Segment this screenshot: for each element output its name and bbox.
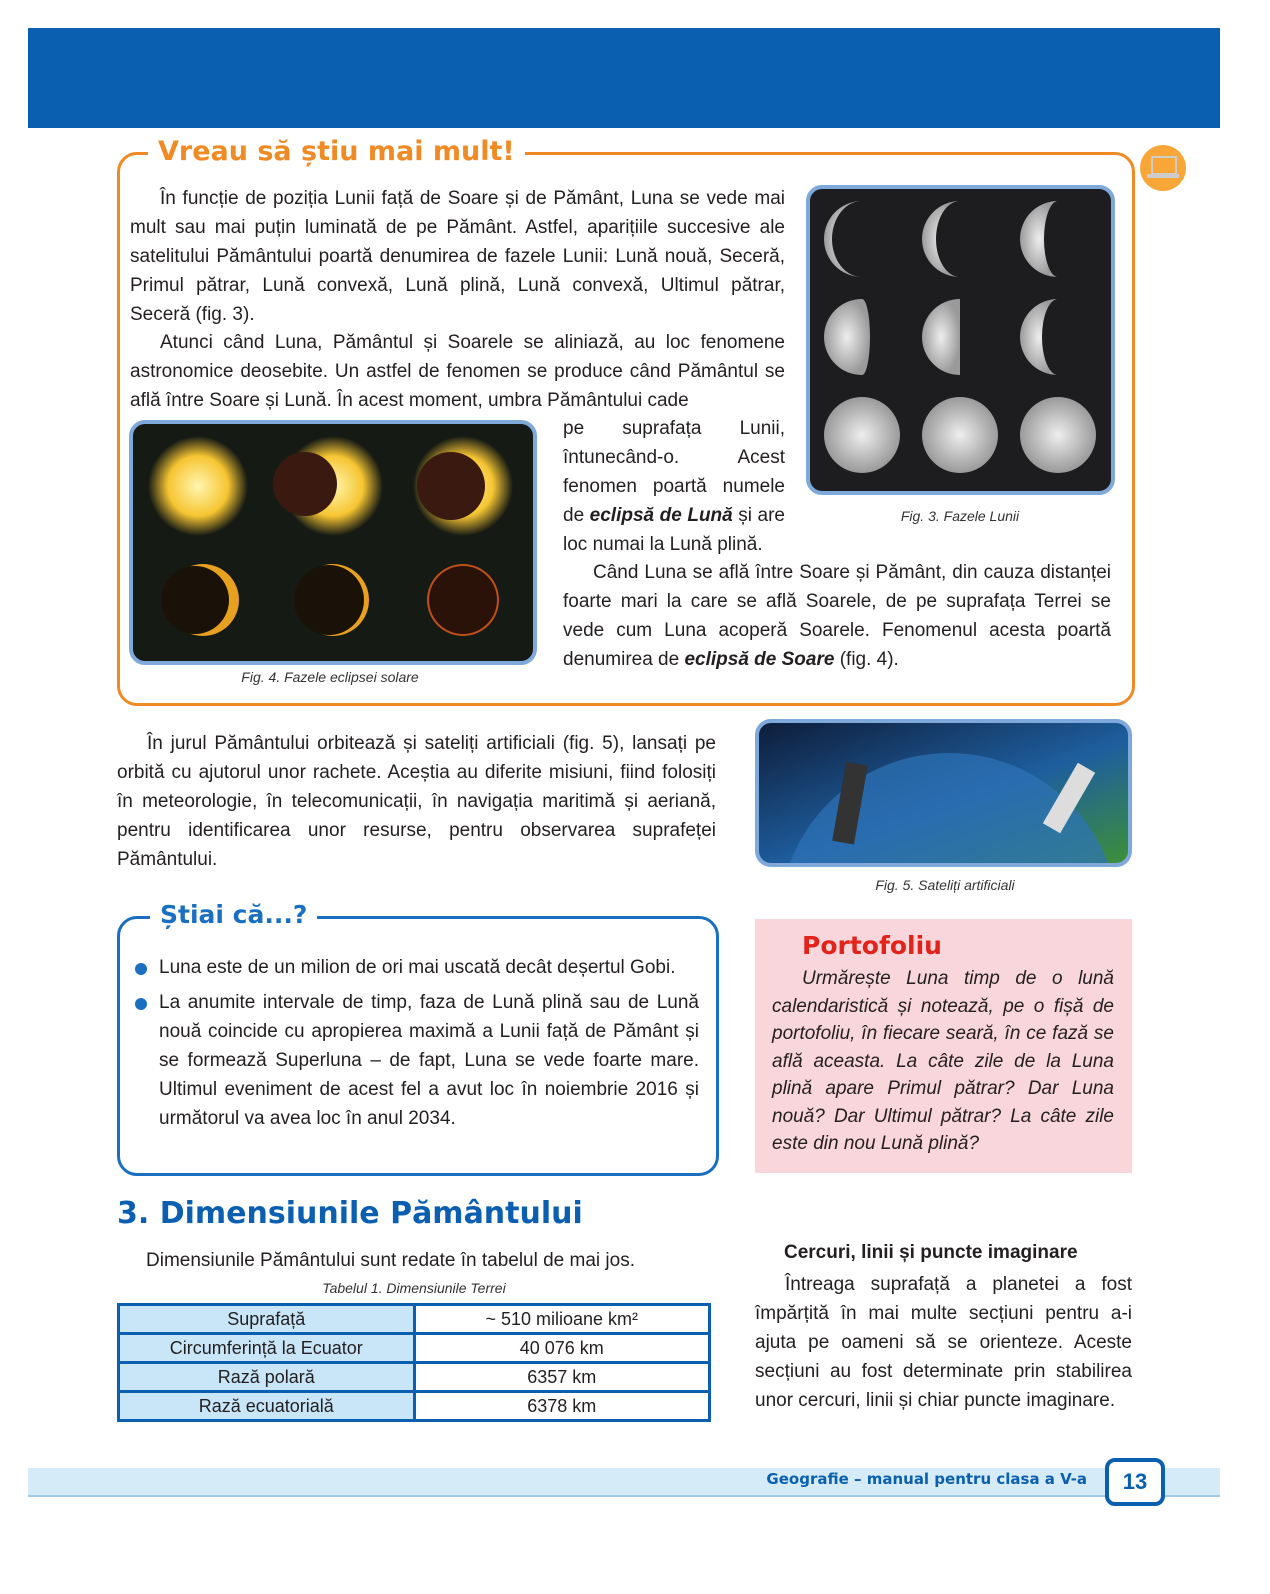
fig5-caption: Fig. 5. Sateliți artificiali (875, 877, 1015, 893)
table-caption: Tabelul 1. Dimensiunile Terrei (322, 1280, 506, 1296)
moon-phases-image (806, 185, 1115, 495)
earth-satellites-illustration (759, 723, 1128, 863)
moon-phases-illustration (810, 189, 1111, 491)
portfolio-title: Portofoliu (802, 931, 942, 960)
cell-label: Rază polară (119, 1363, 415, 1392)
paragraph-lunar-eclipse: pe suprafața Lunii, întunecând-o. Acest fenomen poartă numele de eclipsă de Lună și are loc numai la Lună plină. (563, 418, 785, 555)
header-band (28, 28, 1220, 128)
table-row (119, 1363, 710, 1392)
portfolio-text: Urmărește Luna timp de o lună calendaristică și notează, pe o fișă de portofoliu, în fiecare seară, în ce fază se află aceasta. La câte zile de la Luna plină apare Primul pătrar? Dar Luna nouă? Dar Ultimul pătrar? La câte zile este din nou Lună plină? (772, 968, 1114, 1154)
table-row (119, 1392, 710, 1421)
section-heading: 3. Dimensiunile Pământului (117, 1196, 583, 1231)
eclipse-illustration (133, 424, 533, 661)
paragraph-solar-eclipse: Când Luna se află între Soare și Pământ, din cauza distanței foarte mari la care se află Soarele, de pe suprafața Terrei se vede cum Luna acoperă Soarele. Fenomenul acesta poartă denumirea de eclipsă de Soare (fig. 4). (563, 562, 1111, 670)
satellites-image (755, 719, 1132, 867)
subsection-title: Cercuri, linii și puncte imaginare (784, 1242, 1078, 1263)
did-you-know-list (117, 953, 699, 1133)
portfolio-box (755, 919, 1132, 1173)
cell-label: Rază ecuatorială (119, 1392, 415, 1421)
cell-value: 40 076 km (414, 1334, 710, 1363)
info-box-title: Vreau să știu mai mult! (148, 136, 525, 167)
laptop-icon (1140, 145, 1186, 191)
fig3-caption: Fig. 3. Fazele Lunii (900, 508, 1020, 524)
cell-label: Circumferință la Ecuator (119, 1334, 415, 1363)
did-you-know-title: Știai că...? (150, 900, 317, 929)
solar-eclipse-image (129, 420, 537, 665)
list-item: La anumite intervale de timp, faza de Lună plină sau de Lună nouă coincide cu apropierea maximă a Lunii față de Pământ și se formează Superluna – de fapt, Luna se vede foarte mare. Ultimul eveniment de acest fel a avut loc în noiembrie 2016 și următorul va avea loc în anul 2034. (117, 988, 699, 1133)
table-row (119, 1305, 710, 1334)
paragraph-satellites: În jurul Pământului orbitează și sateliți artificiali (fig. 5), lansați pe orbită cu ajutorul unor rachete. Aceștia au diferite misiuni, fiind folosiți în meteorologie, în telecomunicații, în navigația maritimă și aeriană, pentru identificarea unor resurse, pentru observarea suprafeței Pământului. (117, 733, 716, 870)
list-item: Luna este de un milion de ori mai uscată decât deșertul Gobi. (117, 953, 699, 982)
paragraph-moon-phases: În funcție de poziția Lunii față de Soare și de Pământ, Luna se vede mai mult sau mai puțin luminată de pe Pământ. Astfel, aparițiile succesive ale satelitului Pământului poartă denumirea de fazele Lunii: Lună nouă, Seceră, Primul pătrar, Lună convexă, Lună plină, Lună convexă, Ultimul pătrar, Seceră (fig. 3). (130, 188, 785, 325)
subsection-text: Întreaga suprafață a planetei a fost împărțită în mai multe secțiuni pentru a-i ajuta pe oameni să se orienteze. Aceste secțiuni au fost determinate prin stabilirea unor cercuri, linii și chiar puncte imaginare. (755, 1274, 1132, 1411)
earth-dimensions-table (117, 1303, 711, 1422)
section-intro: Dimensiunile Pământului sunt redate în tabelul de mai jos. (146, 1250, 635, 1271)
fig4-caption: Fig. 4. Fazele eclipsei solare (241, 669, 419, 685)
table-row (119, 1334, 710, 1363)
page-number: 13 (1105, 1458, 1165, 1506)
cell-value: 6378 km (414, 1392, 710, 1421)
cell-label: Suprafață (119, 1305, 415, 1334)
cell-value: ~ 510 milioane km² (414, 1305, 710, 1334)
paragraph-alignment: Atunci când Luna, Pământul și Soarele se aliniază, au loc fenomene astronomice deosebite. Un astfel de fenomen se produce când Pământul se află între Soare și Lună. În acest moment, umbra Pământului cade (130, 332, 785, 411)
footer-book-title: Geografie – manual pentru clasa a V-a (766, 1470, 1087, 1488)
cell-value: 6357 km (414, 1363, 710, 1392)
